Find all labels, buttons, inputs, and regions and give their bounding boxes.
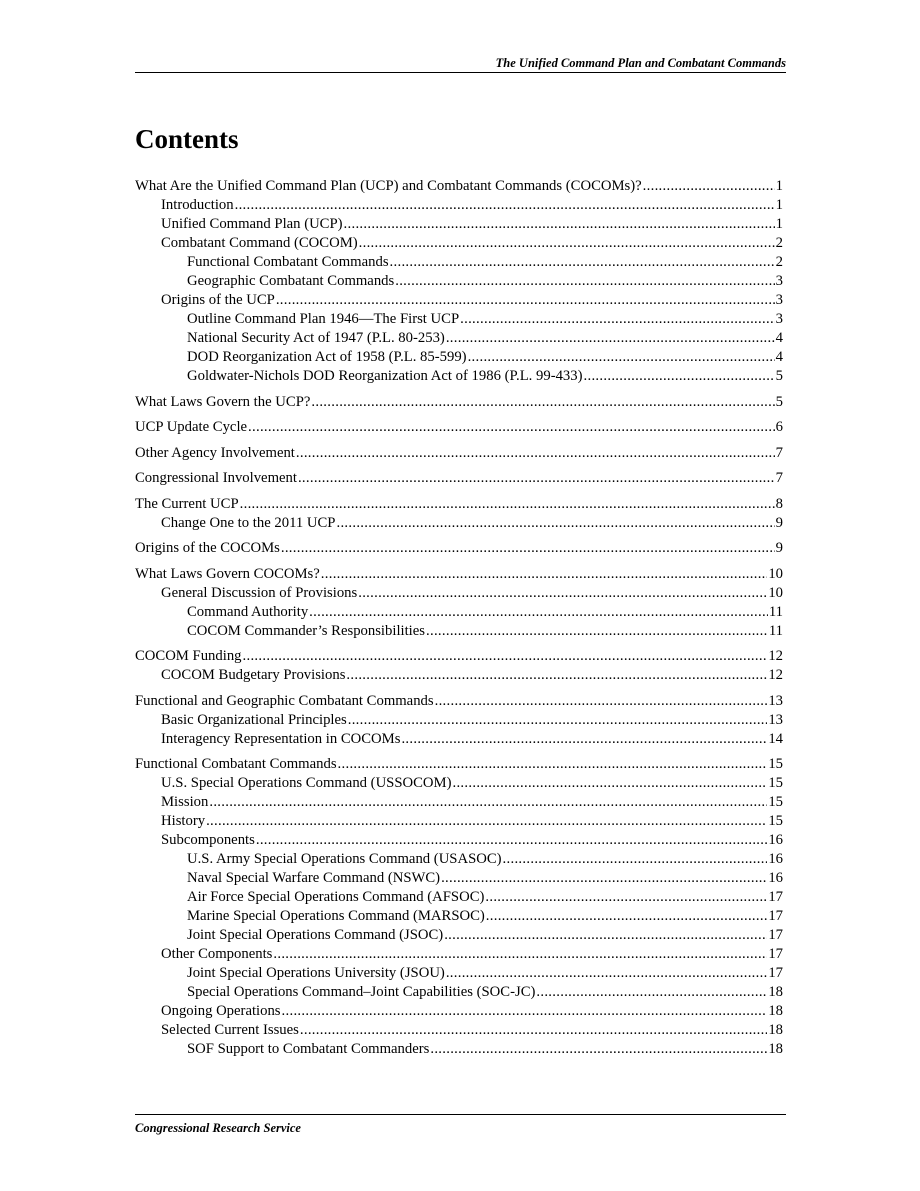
toc-leader-dots xyxy=(452,774,767,793)
toc-entry-page: 3 xyxy=(775,273,783,289)
toc-entry-page: 5 xyxy=(775,393,783,410)
toc-leader-dots xyxy=(281,539,775,558)
toc-entry-page: 16 xyxy=(768,832,783,848)
toc-entry[interactable] xyxy=(135,812,783,831)
toc-entry-page: 18 xyxy=(768,1003,783,1019)
toc-leader-dots xyxy=(243,647,768,666)
toc-leader-dots xyxy=(503,850,768,869)
toc-entry-page: 17 xyxy=(768,908,783,924)
toc-entry-label: DOD Reorganization Act of 1958 (P.L. 85-599) xyxy=(187,349,467,365)
toc-entry[interactable] xyxy=(135,539,783,558)
toc-entry-page: 4 xyxy=(775,330,783,346)
toc-entry-label: National Security Act of 1947 (P.L. 80-253) xyxy=(187,330,445,346)
header-divider xyxy=(135,72,786,73)
toc-leader-dots xyxy=(282,1002,768,1021)
toc-entry-page: 11 xyxy=(768,622,783,639)
toc-entry-label: Outline Command Plan 1946—The First UCP xyxy=(187,311,460,327)
toc-entry-page: 14 xyxy=(768,730,783,747)
toc-leader-dots xyxy=(485,888,767,907)
toc-entry-page: 3 xyxy=(775,311,783,327)
toc-leader-dots xyxy=(240,495,775,514)
toc-entry-page: 10 xyxy=(768,584,783,601)
toc-entry[interactable] xyxy=(135,603,783,622)
toc-entry-page: 12 xyxy=(768,648,783,664)
toc-entry-page: 1 xyxy=(775,197,783,213)
toc-leader-dots xyxy=(346,666,767,685)
toc-entry-label: Change One to the 2011 UCP xyxy=(161,514,336,531)
toc-leader-dots xyxy=(643,177,775,196)
table-of-contents xyxy=(135,177,783,1059)
toc-entry-page: 15 xyxy=(768,756,783,772)
toc-leader-dots xyxy=(430,1040,767,1059)
toc-entry[interactable] xyxy=(135,272,783,291)
toc-entry-label: Interagency Representation in COCOMs xyxy=(161,730,401,747)
toc-entry[interactable] xyxy=(135,418,783,437)
toc-entry-label: Functional and Geographic Combatant Commands xyxy=(135,692,434,709)
toc-entry[interactable] xyxy=(135,253,783,272)
toc-entry-page: 15 xyxy=(768,813,783,829)
toc-leader-dots xyxy=(348,711,768,730)
toc-entry-label: COCOM Budgetary Provisions xyxy=(161,667,346,683)
toc-leader-dots xyxy=(359,234,775,253)
toc-entry[interactable] xyxy=(135,234,783,253)
toc-entry-page: 17 xyxy=(768,927,783,943)
toc-entry-label: Marine Special Operations Command (MARSOC) xyxy=(187,908,485,924)
toc-entry[interactable] xyxy=(135,469,783,488)
toc-entry-page: 10 xyxy=(768,565,783,582)
toc-entry[interactable] xyxy=(135,622,783,641)
toc-entry-label: Joint Special Operations University (JSOU) xyxy=(187,965,445,981)
toc-entry-page: 5 xyxy=(775,368,783,384)
toc-leader-dots xyxy=(311,393,774,412)
toc-entry-page: 12 xyxy=(768,667,783,683)
toc-entry[interactable] xyxy=(135,196,783,215)
toc-entry-label: Combatant Command (COCOM) xyxy=(161,235,358,251)
toc-entry[interactable] xyxy=(135,774,783,793)
toc-entry-page: 3 xyxy=(775,292,783,308)
toc-entry-label: Subcomponents xyxy=(161,832,255,848)
toc-entry-label: Unified Command Plan (UCP) xyxy=(161,216,343,232)
toc-entry-page: 9 xyxy=(775,514,783,531)
toc-leader-dots xyxy=(435,692,768,711)
toc-entry[interactable] xyxy=(135,215,783,234)
toc-entry[interactable] xyxy=(135,755,783,774)
toc-entry-label: General Discussion of Provisions xyxy=(161,584,358,601)
toc-leader-dots xyxy=(584,367,775,386)
toc-leader-dots xyxy=(344,215,775,234)
toc-entry-page: 13 xyxy=(768,711,783,728)
toc-entry-page: 8 xyxy=(775,495,783,512)
toc-entry[interactable] xyxy=(135,869,783,888)
toc-entry-label: Basic Organizational Principles xyxy=(161,711,347,728)
toc-leader-dots xyxy=(273,945,767,964)
page-title: Contents xyxy=(135,124,239,154)
toc-leader-dots xyxy=(460,310,775,329)
toc-entry-label: Air Force Special Operations Command (AFSOC) xyxy=(187,889,485,905)
footer-publisher: Congressional Research Service xyxy=(135,1121,301,1135)
toc-entry-label: SOF Support to Combatant Commanders xyxy=(187,1041,430,1057)
toc-entry-label: Naval Special Warfare Command (NSWC) xyxy=(187,870,441,886)
toc-entry-page: 15 xyxy=(768,775,783,791)
toc-entry-label: What Laws Govern the UCP? xyxy=(135,393,311,410)
toc-entry-label: Origins of the UCP xyxy=(161,292,275,308)
toc-leader-dots xyxy=(235,196,775,215)
toc-entry-label: COCOM Funding xyxy=(135,648,242,664)
toc-entry-label: History xyxy=(161,813,206,829)
toc-entry[interactable] xyxy=(135,329,783,348)
toc-leader-dots xyxy=(256,831,767,850)
toc-entry[interactable] xyxy=(135,850,783,869)
toc-entry[interactable] xyxy=(135,888,783,907)
toc-leader-dots xyxy=(486,907,768,926)
toc-entry[interactable] xyxy=(135,926,783,945)
toc-leader-dots xyxy=(358,584,767,603)
toc-leader-dots xyxy=(209,793,767,812)
toc-leader-dots xyxy=(296,444,775,463)
toc-entry[interactable] xyxy=(135,565,783,584)
toc-entry[interactable] xyxy=(135,945,783,964)
toc-entry[interactable] xyxy=(135,291,783,310)
toc-entry-label: Mission xyxy=(161,794,209,810)
toc-leader-dots xyxy=(536,983,767,1002)
toc-entry[interactable] xyxy=(135,444,783,463)
toc-entry-label: What Laws Govern COCOMs? xyxy=(135,565,320,582)
toc-leader-dots xyxy=(298,469,775,488)
toc-leader-dots xyxy=(300,1021,767,1040)
toc-entry-label: Geographic Combatant Commands xyxy=(187,273,395,289)
toc-entry[interactable] xyxy=(135,310,783,329)
toc-entry[interactable] xyxy=(135,495,783,514)
toc-entry-label: Introduction xyxy=(161,197,234,213)
toc-leader-dots xyxy=(446,329,775,348)
toc-entry-page: 7 xyxy=(775,470,783,486)
footer-divider xyxy=(135,1114,786,1115)
toc-entry[interactable] xyxy=(135,393,783,412)
toc-entry[interactable] xyxy=(135,584,783,603)
toc-entry-page: 17 xyxy=(768,889,783,905)
toc-leader-dots xyxy=(206,812,767,831)
toc-entry-label: The Current UCP xyxy=(135,495,239,512)
toc-leader-dots xyxy=(309,603,768,622)
toc-entry[interactable] xyxy=(135,666,783,685)
toc-entry-label: Ongoing Operations xyxy=(161,1003,281,1019)
toc-entry-label: What Are the Unified Command Plan (UCP) and Combatant Commands (COCOMs)? xyxy=(135,178,642,194)
toc-entry-label: Functional Combatant Commands xyxy=(187,254,389,270)
toc-leader-dots xyxy=(468,348,775,367)
toc-entry-page: 4 xyxy=(775,349,783,365)
running-header: The Unified Command Plan and Combatant Commands xyxy=(495,56,786,70)
toc-entry-label: U.S. Army Special Operations Command (USASOC) xyxy=(187,851,502,867)
toc-entry-page: 2 xyxy=(775,254,783,270)
toc-entry-page: 7 xyxy=(775,444,783,461)
toc-entry-page: 2 xyxy=(775,235,783,251)
toc-entry[interactable] xyxy=(135,514,783,533)
toc-leader-dots xyxy=(426,622,768,641)
toc-entry-label: U.S. Special Operations Command (USSOCOM) xyxy=(161,775,452,791)
toc-leader-dots xyxy=(390,253,775,272)
toc-entry-page: 1 xyxy=(775,216,783,232)
toc-entry-page: 1 xyxy=(775,178,783,194)
toc-entry-page: 17 xyxy=(768,946,783,962)
toc-entry-label: UCP Update Cycle xyxy=(135,419,248,435)
toc-leader-dots xyxy=(441,869,767,888)
toc-entry-page: 18 xyxy=(768,1041,783,1057)
toc-entry-label: Functional Combatant Commands xyxy=(135,756,337,772)
toc-entry-page: 16 xyxy=(768,851,783,867)
toc-leader-dots xyxy=(444,926,767,945)
toc-entry[interactable] xyxy=(135,1021,783,1040)
toc-entry-label: Other Components xyxy=(161,946,273,962)
toc-entry-label: Special Operations Command–Joint Capabilities (SOC-JC) xyxy=(187,984,536,1000)
toc-entry[interactable] xyxy=(135,711,783,730)
toc-leader-dots xyxy=(321,565,768,584)
toc-entry[interactable] xyxy=(135,907,783,926)
toc-entry-page: 18 xyxy=(768,984,783,1000)
toc-entry-label: Congressional Involvement xyxy=(135,470,297,486)
toc-leader-dots xyxy=(248,418,775,437)
toc-entry-page: 6 xyxy=(775,419,783,435)
toc-entry[interactable] xyxy=(135,692,783,711)
toc-leader-dots xyxy=(336,514,774,533)
toc-entry-label: COCOM Commander’s Responsibilities xyxy=(187,622,425,639)
toc-entry-label: Selected Current Issues xyxy=(161,1022,299,1038)
toc-entry[interactable] xyxy=(135,831,783,850)
toc-entry[interactable] xyxy=(135,983,783,1002)
toc-entry-label: Command Authority xyxy=(187,603,309,620)
toc-leader-dots xyxy=(395,272,774,291)
toc-leader-dots xyxy=(446,964,767,983)
toc-entry-page: 15 xyxy=(768,794,783,810)
toc-entry-label: Origins of the COCOMs xyxy=(135,540,280,556)
toc-leader-dots xyxy=(401,730,767,749)
toc-entry[interactable] xyxy=(135,1002,783,1021)
toc-entry[interactable] xyxy=(135,647,783,666)
toc-leader-dots xyxy=(276,291,775,310)
toc-entry[interactable] xyxy=(135,1040,783,1059)
toc-entry-page: 9 xyxy=(775,540,783,556)
toc-entry-label: Other Agency Involvement xyxy=(135,444,295,461)
toc-entry-page: 11 xyxy=(768,603,783,620)
toc-entry-page: 16 xyxy=(768,870,783,886)
toc-entry[interactable] xyxy=(135,348,783,367)
toc-entry[interactable] xyxy=(135,730,783,749)
toc-entry-page: 13 xyxy=(768,692,783,709)
toc-entry-label: Joint Special Operations Command (JSOC) xyxy=(187,927,444,943)
toc-entry[interactable] xyxy=(135,793,783,812)
toc-entry[interactable] xyxy=(135,177,783,196)
toc-entry-page: 18 xyxy=(768,1022,783,1038)
toc-entry[interactable] xyxy=(135,367,783,386)
toc-entry[interactable] xyxy=(135,964,783,983)
toc-leader-dots xyxy=(338,755,768,774)
toc-entry-page: 17 xyxy=(768,965,783,981)
toc-entry-label: Goldwater-Nichols DOD Reorganization Act of 1986 (P.L. 99-433) xyxy=(187,368,583,384)
